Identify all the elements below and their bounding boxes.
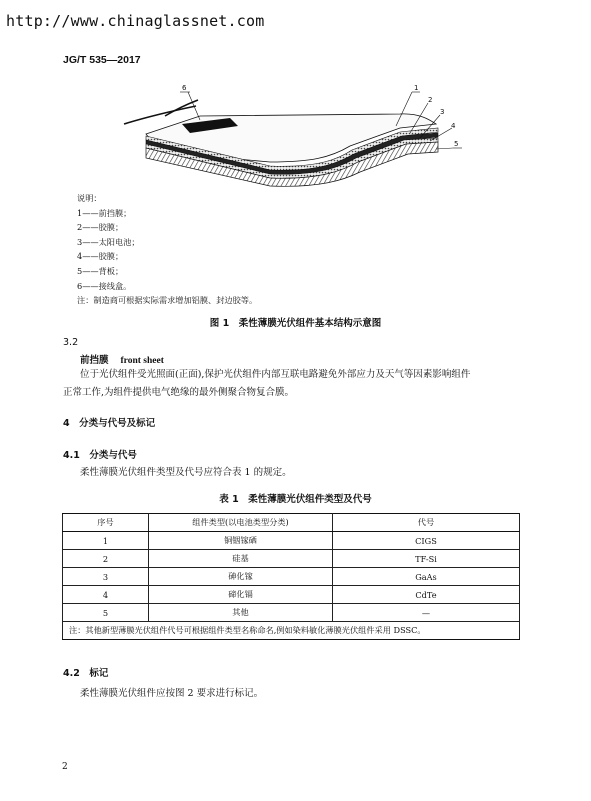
table-cell: 铜铟镓硒 xyxy=(149,532,333,550)
svg-text:6: 6 xyxy=(182,84,187,92)
figure-1-diagram xyxy=(0,0,591,200)
table-title: 表 1 柔性薄膜光伏组件类型及代号 xyxy=(219,494,372,505)
table-header-cell: 序号 xyxy=(63,514,149,532)
table-cell: CIGS xyxy=(333,532,520,550)
figure-caption: 图 1 柔性薄膜光伏组件基本结构示意图 xyxy=(209,318,382,329)
table-row xyxy=(63,586,520,604)
term-chinese: 前挡膜 xyxy=(80,355,109,366)
table-cell: 碲化镉 xyxy=(149,586,333,604)
table-note: 注：其他新型薄膜光伏组件代号可根据组件类型名称命名,例如染料敏化薄膜光伏组件采用 DSSC。 xyxy=(63,622,520,640)
table-row xyxy=(63,568,520,586)
source-url: http://www.chinaglassnet.com xyxy=(6,12,265,30)
svg-text:4: 4 xyxy=(451,122,456,130)
section-heading: 4 分类与代号及标记 xyxy=(63,418,156,429)
classification-table xyxy=(62,513,520,640)
svg-text:1: 1 xyxy=(414,84,419,92)
legend-title: 说明： xyxy=(77,193,102,203)
legend-item: 4——胶膜； xyxy=(77,251,124,262)
page-number: 2 xyxy=(62,762,68,772)
table-cell: 1 xyxy=(63,532,149,550)
term-english: front sheet xyxy=(120,356,164,366)
table-row xyxy=(63,532,520,550)
definition-line: 正常工作,为组件提供电气绝缘的最外侧聚合物复合膜。 xyxy=(63,387,295,398)
term-definition xyxy=(63,366,520,402)
table-cell: 4 xyxy=(63,586,149,604)
table-cell: 硅基 xyxy=(149,550,333,568)
table-header-row xyxy=(63,514,520,532)
svg-text:5: 5 xyxy=(454,140,459,148)
callout-5 xyxy=(436,140,462,149)
table-note-row xyxy=(63,622,520,640)
subsection-heading: 4.1 分类与代号 xyxy=(63,450,137,461)
svg-text:3: 3 xyxy=(440,108,445,116)
table-cell: 其他 xyxy=(149,604,333,622)
definition-line: 位于光伏组件受光照面(正面),保护光伏组件内部互联电路避免外部应力及天气等因素影响组件 xyxy=(80,369,471,380)
table-cell: 2 xyxy=(63,550,149,568)
standard-code: JG/T 535—2017 xyxy=(63,54,141,66)
legend-item: 3——太阳电池； xyxy=(77,236,140,247)
svg-text:2: 2 xyxy=(428,96,433,104)
subsection-text: 柔性薄膜光伏组件类型及代号应符合表 1 的规定。 xyxy=(80,467,292,478)
table-cell: CdTe xyxy=(333,586,520,604)
legend-item: 6——接线盒。 xyxy=(77,280,132,291)
legend-item: 2——胶膜； xyxy=(77,222,124,233)
table-row xyxy=(63,550,520,568)
table-cell: GaAs xyxy=(333,568,520,586)
legend-item: 5——背板； xyxy=(77,265,124,276)
cable-wire xyxy=(165,100,198,116)
table-cell: TF-Si xyxy=(333,550,520,568)
table-cell: — xyxy=(333,604,520,622)
term-heading xyxy=(80,352,164,366)
figure-legend xyxy=(77,191,257,308)
figure-note: 注：制造商可根据实际需求增加铝膜、封边胶等。 xyxy=(77,295,258,306)
table-header-cell: 组件类型(以电池类型分类) xyxy=(149,514,333,532)
table-cell: 5 xyxy=(63,604,149,622)
legend-item: 1——前挡膜； xyxy=(77,207,132,218)
callout-6 xyxy=(180,84,200,120)
subsection-heading: 4.2 标记 xyxy=(63,668,109,679)
table-cell: 砷化镓 xyxy=(149,568,333,586)
table-cell: 3 xyxy=(63,568,149,586)
section-number: 3.2 xyxy=(63,337,79,348)
subsection-text: 柔性薄膜光伏组件应按图 2 要求进行标记。 xyxy=(80,688,264,699)
table-row xyxy=(63,604,520,622)
table-header-cell: 代号 xyxy=(333,514,520,532)
